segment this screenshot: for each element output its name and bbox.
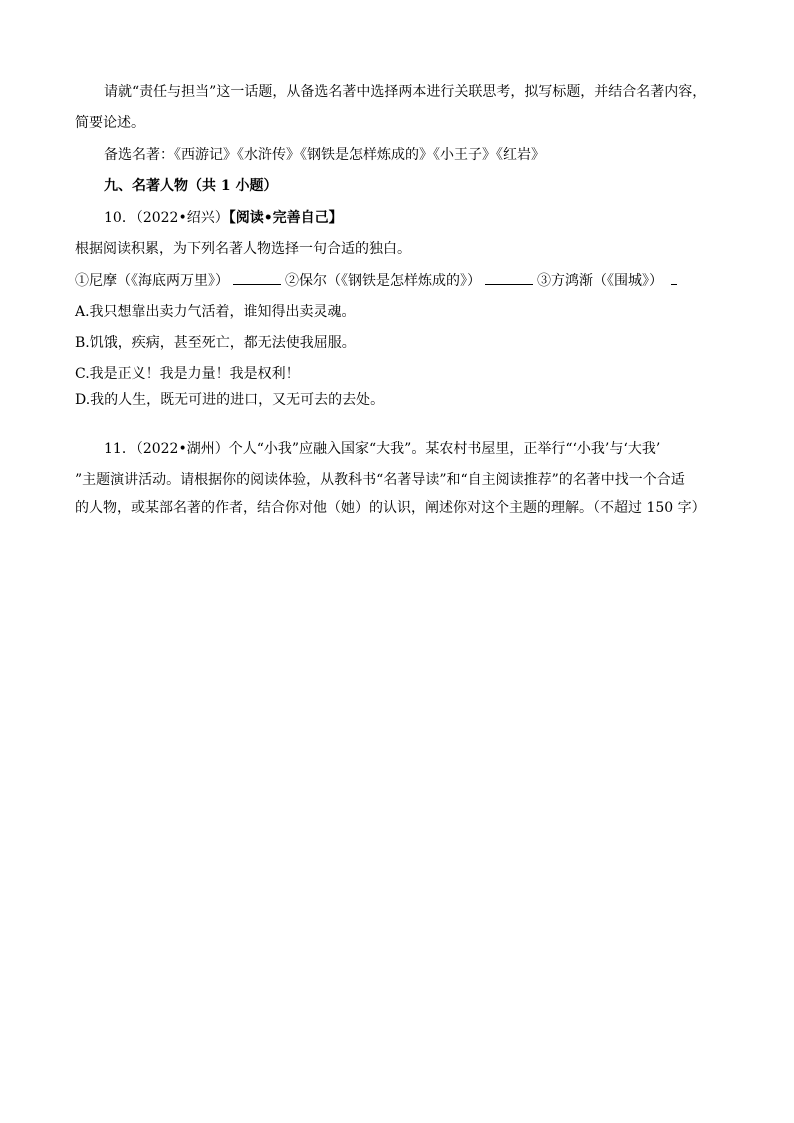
q9-book-options: 备选名著：《西游记》《水浒传》《钢铁是怎样炼成的》《小王子》《红岩》 (104, 147, 545, 163)
q10-option-c: C.我是正义！我是力量！我是权利！ (75, 366, 300, 382)
q11-line3: 的人物，或某部名著的作者，结合你对他（她）的认识，阐述你对这个主题的理解。（不超过 150 字） (75, 500, 706, 516)
q10-instruction: 根据阅读积累，为下列名著人物选择一句合适的独白。 (75, 241, 411, 257)
answer-blank-2[interactable] (485, 270, 533, 285)
q10-header (104, 208, 343, 228)
q9-prompt-line1: 请就“责任与担当”这一话题，从备选名著中选择两本进行关联思考，拟写标题，并结合名著内容， (104, 84, 707, 100)
q10-option-d: D.我的人生，既无可进的进口，又无可去的去处。 (75, 392, 385, 408)
q11-line2: ”主题演讲活动。请根据你的阅读体验，从教科书“名著导读”和“自主阅读推荐”的名著中找一个合适 (75, 472, 685, 488)
q10-item-1: ①尼摩（《海底两万里》） (75, 273, 229, 289)
q10-item-3: ③方鸿渐（《围城》） (537, 273, 663, 289)
q9-prompt-line2: 简要论述。 (75, 115, 145, 131)
answer-blank-1[interactable] (233, 270, 281, 285)
q11-line1: 11．（2022•湖州）个人“小我”应融入国家“大我”。某农村书屋里，正举行“‘小我’与‘大我’ (104, 441, 661, 457)
section-title: 九、名著人物（共 1 小题） (104, 178, 278, 194)
q10-source: 10．（2022•绍兴） (104, 210, 229, 226)
q10-item-2: ②保尔（《钢铁是怎样炼成的》） (285, 273, 481, 289)
answer-blank-3[interactable] (671, 270, 677, 285)
q10-items-row (75, 270, 681, 291)
q10-option-a: A.我只想靠出卖力气活着，谁知得出卖灵魂。 (75, 304, 356, 320)
q10-tag: 【阅读•完善自己】 (228, 210, 343, 226)
q10-option-b: B.饥饿，疾病，甚至死亡，都无法使我屈服。 (75, 335, 356, 351)
